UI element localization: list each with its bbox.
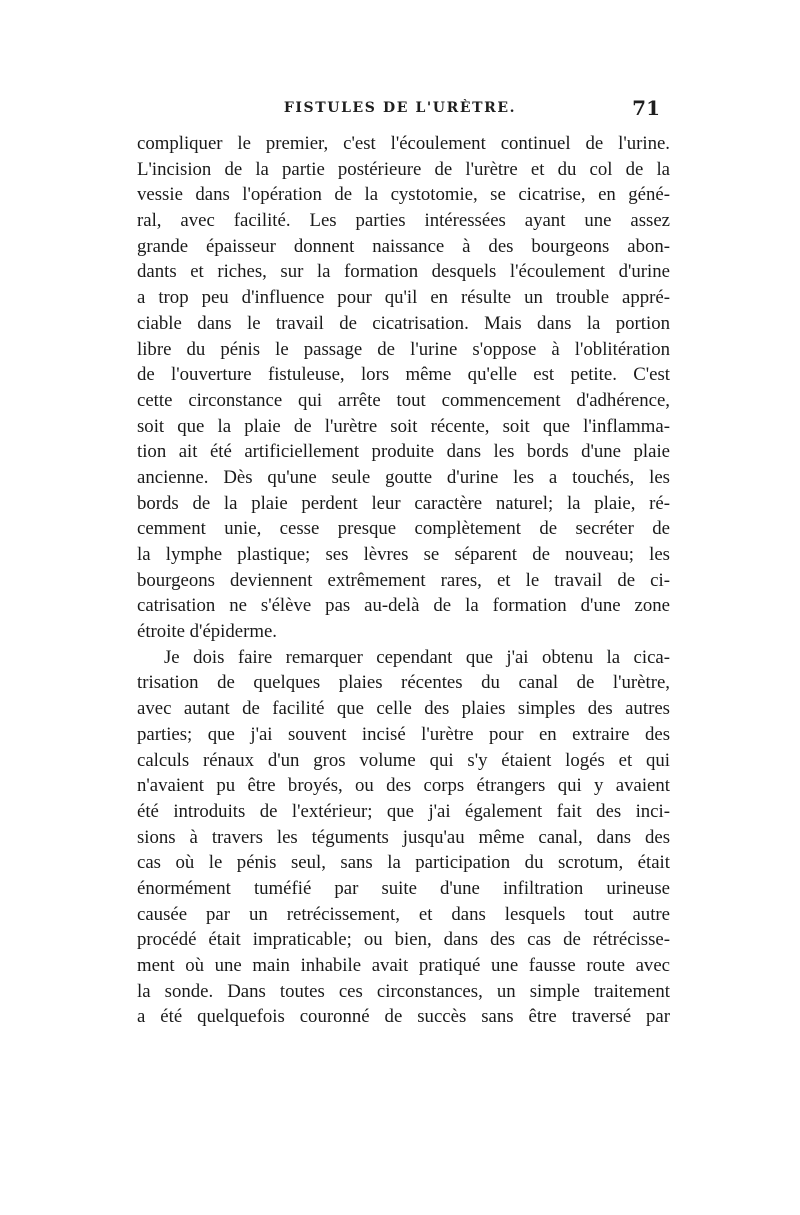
text-line: sions à travers les téguments jusqu'au même canal, dans des [137, 826, 670, 848]
text-line: compliquer le premier, c'est l'écoulement continuel de l'urine. [137, 133, 670, 154]
text-line: été introduits de l'extérieur; que j'ai également fait des inci- [137, 800, 670, 822]
text-line: ciable dans le travail de cicatrisation. Mais dans la portion [137, 312, 670, 334]
text-line: L'incision de la partie postérieure de l'urètre et du col de la [137, 158, 670, 180]
text-line: causée par un retrécissement, et dans lesquels tout autre [137, 903, 670, 925]
body-text [137, 131, 670, 1030]
text-line: libre du pénis le passage de l'urine s'oppose à l'oblitération [137, 338, 670, 360]
text-line: n'avaient pu être broyés, ou des corps étrangers qui y avaient [137, 775, 670, 797]
text-line: dants et riches, sur la formation desquels l'écoulement d'urine [137, 261, 670, 283]
text-line: tion ait été artificiellement produite dans les bords d'une plaie [137, 441, 670, 463]
text-line: avec autant de facilité que celle des plaies simples des autres [137, 698, 670, 720]
text-line: la lymphe plastique; ses lèvres se séparent de nouveau; les [137, 544, 670, 565]
text-line: ancienne. Dès qu'une seule goutte d'urine les a touchés, les [137, 466, 670, 488]
text-line: a trop peu d'influence pour qu'il en résulte un trouble appré- [137, 287, 670, 309]
text-line: ment où une main inhabile avait pratiqué une fausse route avec [137, 955, 670, 976]
text-line: bords de la plaie perdent leur caractère naturel; la plaie, ré- [137, 492, 670, 514]
text-line: grande épaisseur donnent naissance à des bourgeons abon- [137, 235, 670, 257]
text-line: la sonde. Dans toutes ces circonstances, un simple traitement [137, 980, 670, 1002]
text-line: trisation de quelques plaies récentes du canal de l'urètre, [137, 672, 670, 694]
text-line: procédé était impraticable; ou bien, dans des cas de rétrécisse- [137, 929, 670, 951]
page-number: 71 [632, 96, 660, 120]
text-line: cette circonstance qui arrête tout commencement d'adhérence, [137, 389, 670, 411]
text-line: de l'ouverture fistuleuse, lors même qu'elle est petite. C'est [137, 364, 670, 386]
text-line: a été quelquefois couronné de succès sans être traversé par [137, 1006, 670, 1028]
text-line: parties; que j'ai souvent incisé l'urètre pour en extraire des [137, 723, 670, 745]
page-header [140, 96, 660, 122]
text-line: vessie dans l'opération de la cystotomie, se cicatrise, en géné- [137, 184, 670, 206]
text-line: étroite d'épiderme. [137, 621, 278, 643]
text-line: Je dois faire remarquer cependant que j'ai obtenu la cica- [164, 646, 670, 668]
text-line: bourgeons deviennent extrêmement rares, et le travail de ci- [137, 569, 670, 591]
text-line: cas où le pénis seul, sans la participation du scrotum, était [137, 852, 670, 874]
text-line: soit que la plaie de l'urètre soit récente, soit que l'inflamma- [137, 415, 670, 437]
text-line: ral, avec facilité. Les parties intéressées ayant une assez [137, 210, 670, 232]
text-line: cemment unie, cesse presque complètement de secréter de [137, 518, 670, 540]
text-line: calculs rénaux d'un gros volume qui s'y étaient logés et qui [137, 749, 670, 771]
text-line: énormément tuméfié par suite d'une infiltration urineuse [137, 877, 670, 899]
text-line: catrisation ne s'élève pas au-delà de la formation d'une zone [137, 595, 670, 617]
running-title: FISTULES DE L'URÈTRE. [283, 100, 517, 116]
